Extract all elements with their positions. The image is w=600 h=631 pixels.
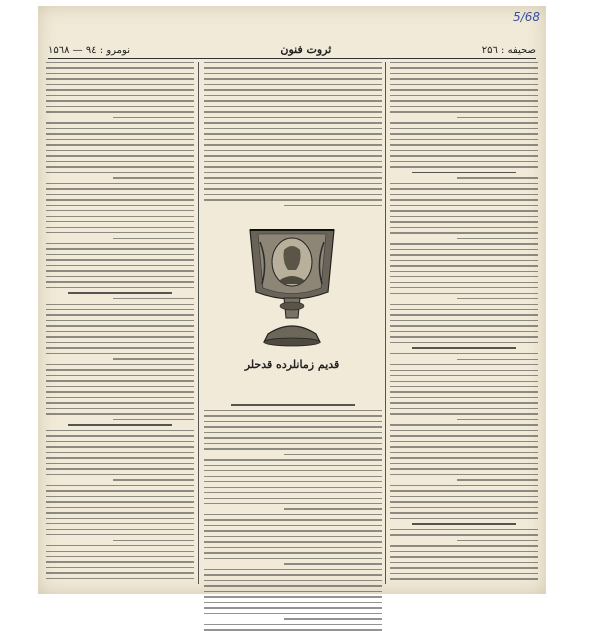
text-line bbox=[46, 391, 194, 392]
text-line bbox=[204, 150, 382, 151]
text-column-right bbox=[390, 62, 538, 586]
text-line bbox=[390, 342, 538, 343]
text-line bbox=[46, 413, 194, 414]
text-line bbox=[390, 249, 538, 250]
text-line bbox=[390, 254, 538, 255]
text-line bbox=[113, 358, 194, 359]
text-line bbox=[204, 177, 382, 178]
text-line bbox=[390, 353, 538, 354]
text-line bbox=[46, 463, 194, 464]
text-line bbox=[46, 572, 194, 573]
text-line bbox=[204, 133, 382, 134]
text-line bbox=[46, 259, 194, 260]
text-line bbox=[390, 457, 538, 458]
text-line bbox=[46, 386, 194, 387]
text-line bbox=[46, 556, 194, 557]
text-line bbox=[390, 111, 538, 112]
text-line bbox=[390, 95, 538, 96]
text-line bbox=[390, 128, 538, 129]
text-line bbox=[390, 424, 538, 425]
text-line bbox=[46, 227, 194, 228]
text-line bbox=[204, 487, 382, 488]
text-line bbox=[46, 474, 194, 475]
text-line bbox=[390, 364, 538, 365]
text-line bbox=[390, 551, 538, 552]
page-label: صحيفه : ۲۵٦ bbox=[481, 45, 536, 56]
text-line bbox=[390, 501, 538, 502]
text-line bbox=[390, 150, 538, 151]
text-line bbox=[204, 519, 382, 520]
text-line bbox=[390, 199, 538, 200]
text-line bbox=[284, 205, 382, 206]
text-line bbox=[390, 314, 538, 315]
text-line bbox=[204, 602, 382, 603]
text-line bbox=[390, 430, 538, 431]
text-line bbox=[204, 536, 382, 537]
text-line bbox=[284, 454, 382, 455]
text-line bbox=[46, 430, 194, 431]
text-line bbox=[46, 331, 194, 332]
text-line bbox=[204, 629, 382, 630]
text-line bbox=[204, 530, 382, 531]
text-line bbox=[457, 419, 538, 420]
text-line bbox=[231, 404, 356, 406]
text-line bbox=[390, 336, 538, 337]
text-line bbox=[390, 370, 538, 371]
text-line bbox=[390, 512, 538, 513]
text-line bbox=[390, 276, 538, 277]
text-line bbox=[68, 292, 172, 294]
text-line bbox=[390, 413, 538, 414]
text-line bbox=[390, 309, 538, 310]
text-line bbox=[46, 397, 194, 398]
text-line bbox=[204, 188, 382, 189]
text-line bbox=[390, 463, 538, 464]
text-line bbox=[390, 402, 538, 403]
text-line bbox=[390, 155, 538, 156]
text-line bbox=[46, 567, 194, 568]
text-line bbox=[390, 183, 538, 184]
text-line bbox=[46, 254, 194, 255]
text-line bbox=[204, 624, 382, 625]
text-line bbox=[46, 276, 194, 277]
text-line bbox=[204, 62, 382, 63]
text-line bbox=[390, 578, 538, 579]
text-line bbox=[390, 194, 538, 195]
text-line bbox=[46, 364, 194, 365]
text-line bbox=[390, 320, 538, 321]
page-header bbox=[48, 36, 536, 59]
text-line bbox=[113, 419, 194, 420]
text-line bbox=[390, 507, 538, 508]
text-line bbox=[204, 199, 382, 200]
text-line bbox=[46, 89, 194, 90]
text-line bbox=[390, 485, 538, 486]
text-line bbox=[46, 518, 194, 519]
text-line bbox=[46, 441, 194, 442]
text-line bbox=[46, 210, 194, 211]
text-line bbox=[46, 111, 194, 112]
text-line bbox=[390, 265, 538, 266]
text-line bbox=[390, 391, 538, 392]
text-line bbox=[390, 304, 538, 305]
text-line bbox=[412, 172, 516, 174]
text-line bbox=[46, 172, 194, 173]
text-line bbox=[46, 369, 194, 370]
text-line bbox=[204, 426, 382, 427]
text-line bbox=[46, 122, 194, 123]
text-line bbox=[390, 534, 538, 535]
text-line bbox=[390, 144, 538, 145]
text-line bbox=[46, 485, 194, 486]
text-line bbox=[46, 523, 194, 524]
text-line bbox=[390, 331, 538, 332]
text-line bbox=[46, 314, 194, 315]
text-line bbox=[390, 122, 538, 123]
text-line bbox=[412, 523, 516, 525]
text-line bbox=[46, 62, 194, 63]
text-line bbox=[46, 95, 194, 96]
text-line bbox=[204, 421, 382, 422]
text-line bbox=[204, 106, 382, 107]
text-line bbox=[46, 188, 194, 189]
text-line bbox=[390, 100, 538, 101]
text-line bbox=[390, 166, 538, 167]
text-line bbox=[457, 177, 538, 178]
text-line bbox=[204, 569, 382, 570]
text-line bbox=[46, 139, 194, 140]
text-line bbox=[204, 541, 382, 542]
text-line bbox=[390, 325, 538, 326]
text-line bbox=[46, 155, 194, 156]
page-sheet bbox=[38, 6, 546, 594]
text-line bbox=[204, 498, 382, 499]
text-line bbox=[204, 415, 382, 416]
text-line bbox=[46, 545, 194, 546]
text-line bbox=[204, 155, 382, 156]
text-line bbox=[390, 386, 538, 387]
text-line bbox=[46, 221, 194, 222]
text-line bbox=[46, 216, 194, 217]
text-line bbox=[204, 144, 382, 145]
text-line bbox=[390, 139, 538, 140]
text-line bbox=[46, 336, 194, 337]
text-column-left bbox=[46, 62, 194, 586]
text-line bbox=[204, 574, 382, 575]
text-line bbox=[46, 128, 194, 129]
text-line bbox=[46, 150, 194, 151]
text-line bbox=[390, 73, 538, 74]
text-line bbox=[46, 342, 194, 343]
text-line bbox=[46, 199, 194, 200]
text-line bbox=[390, 210, 538, 211]
text-line bbox=[390, 408, 538, 409]
text-line bbox=[46, 578, 194, 579]
text-line bbox=[390, 106, 538, 107]
text-line bbox=[46, 529, 194, 530]
text-line bbox=[457, 359, 538, 360]
text-line bbox=[46, 166, 194, 167]
text-line bbox=[46, 287, 194, 288]
text-line bbox=[390, 161, 538, 162]
text-line bbox=[390, 556, 538, 557]
text-line bbox=[46, 67, 194, 68]
text-line bbox=[204, 117, 382, 118]
text-line bbox=[46, 512, 194, 513]
text-line bbox=[46, 561, 194, 562]
text-line bbox=[390, 89, 538, 90]
text-line bbox=[390, 287, 538, 288]
text-line bbox=[46, 309, 194, 310]
text-line bbox=[457, 540, 538, 541]
text-line bbox=[204, 558, 382, 559]
text-line bbox=[284, 563, 382, 564]
text-line bbox=[204, 410, 382, 411]
text-line bbox=[390, 573, 538, 574]
text-line bbox=[113, 238, 194, 239]
text-line bbox=[204, 161, 382, 162]
figure-caption bbox=[208, 358, 376, 375]
text-line bbox=[204, 525, 382, 526]
text-line bbox=[204, 481, 382, 482]
text-line bbox=[204, 432, 382, 433]
text-line bbox=[412, 347, 516, 349]
text-line bbox=[390, 67, 538, 68]
text-line bbox=[390, 62, 538, 63]
text-line bbox=[390, 562, 538, 563]
text-line bbox=[390, 375, 538, 376]
text-line bbox=[46, 380, 194, 381]
text-line bbox=[457, 117, 538, 118]
text-line bbox=[204, 514, 382, 515]
text-line bbox=[390, 518, 538, 519]
text-line bbox=[204, 552, 382, 553]
text-line bbox=[204, 172, 382, 173]
journal-title: ثروت فنون bbox=[280, 43, 332, 56]
text-line bbox=[390, 293, 538, 294]
text-line bbox=[46, 435, 194, 436]
text-line bbox=[204, 194, 382, 195]
text-line bbox=[204, 465, 382, 466]
text-line bbox=[204, 89, 382, 90]
text-line bbox=[390, 243, 538, 244]
text-line bbox=[390, 78, 538, 79]
text-line bbox=[390, 282, 538, 283]
text-line bbox=[204, 443, 382, 444]
text-line bbox=[113, 177, 194, 178]
text-line bbox=[284, 508, 382, 509]
text-line bbox=[46, 320, 194, 321]
text-line bbox=[204, 437, 382, 438]
text-line bbox=[204, 503, 382, 504]
text-line bbox=[46, 106, 194, 107]
text-line bbox=[390, 133, 538, 134]
text-line bbox=[457, 238, 538, 239]
text-line bbox=[390, 490, 538, 491]
text-line bbox=[46, 281, 194, 282]
text-line bbox=[390, 435, 538, 436]
text-line bbox=[46, 248, 194, 249]
text-line bbox=[204, 139, 382, 140]
text-line bbox=[46, 78, 194, 79]
text-line bbox=[204, 591, 382, 592]
text-line bbox=[390, 216, 538, 217]
text-line bbox=[204, 67, 382, 68]
text-line bbox=[390, 397, 538, 398]
text-line bbox=[390, 446, 538, 447]
text-line bbox=[390, 84, 538, 85]
text-line bbox=[46, 304, 194, 305]
text-line bbox=[457, 479, 538, 480]
text-line bbox=[46, 507, 194, 508]
text-line bbox=[46, 100, 194, 101]
text-line bbox=[46, 490, 194, 491]
text-line bbox=[390, 567, 538, 568]
issue-label: نومرو : ۹٤ — ۱۵٦۸ bbox=[48, 45, 130, 56]
text-line bbox=[46, 232, 194, 233]
text-line bbox=[46, 133, 194, 134]
text-line bbox=[204, 459, 382, 460]
text-line bbox=[390, 474, 538, 475]
text-line bbox=[390, 188, 538, 189]
text-line bbox=[46, 270, 194, 271]
text-line bbox=[46, 325, 194, 326]
text-line bbox=[46, 183, 194, 184]
text-line bbox=[204, 470, 382, 471]
text-line bbox=[204, 122, 382, 123]
text-line bbox=[46, 501, 194, 502]
text-line bbox=[204, 183, 382, 184]
text-line bbox=[46, 205, 194, 206]
text-line bbox=[46, 446, 194, 447]
text-line bbox=[204, 585, 382, 586]
text-line bbox=[46, 243, 194, 244]
text-line bbox=[46, 73, 194, 74]
text-line bbox=[204, 596, 382, 597]
text-line bbox=[204, 580, 382, 581]
text-line bbox=[46, 161, 194, 162]
text-line bbox=[204, 84, 382, 85]
caption-title: قديم زمانلرده قدحلر bbox=[244, 358, 340, 371]
column-divider-right bbox=[385, 62, 386, 584]
text-line bbox=[204, 128, 382, 129]
text-line bbox=[204, 607, 382, 608]
text-line bbox=[390, 381, 538, 382]
text-line bbox=[390, 232, 538, 233]
text-line bbox=[46, 265, 194, 266]
text-line bbox=[204, 73, 382, 74]
text-line bbox=[46, 457, 194, 458]
text-line bbox=[204, 166, 382, 167]
text-line bbox=[113, 298, 194, 299]
text-line bbox=[46, 551, 194, 552]
text-line bbox=[46, 84, 194, 85]
text-line bbox=[390, 260, 538, 261]
text-line bbox=[390, 529, 538, 530]
text-line bbox=[390, 271, 538, 272]
text-line bbox=[204, 95, 382, 96]
text-line bbox=[284, 618, 382, 619]
text-line bbox=[390, 441, 538, 442]
text-line bbox=[390, 496, 538, 497]
text-line bbox=[390, 452, 538, 453]
text-line bbox=[46, 375, 194, 376]
goblet-illustration bbox=[208, 222, 376, 354]
text-line bbox=[204, 448, 382, 449]
text-line bbox=[390, 227, 538, 228]
text-line bbox=[204, 613, 382, 614]
text-line bbox=[204, 100, 382, 101]
text-line bbox=[390, 205, 538, 206]
text-line bbox=[204, 111, 382, 112]
text-line bbox=[46, 408, 194, 409]
text-line bbox=[204, 78, 382, 79]
text-line bbox=[46, 194, 194, 195]
text-line bbox=[390, 545, 538, 546]
text-line bbox=[204, 547, 382, 548]
text-line bbox=[46, 402, 194, 403]
text-line bbox=[68, 424, 172, 426]
text-line bbox=[204, 492, 382, 493]
text-line bbox=[46, 496, 194, 497]
text-line bbox=[113, 540, 194, 541]
column-divider-left bbox=[198, 62, 199, 584]
text-line bbox=[390, 221, 538, 222]
text-line bbox=[113, 117, 194, 118]
text-line bbox=[46, 347, 194, 348]
text-line bbox=[46, 452, 194, 453]
text-line bbox=[390, 468, 538, 469]
text-line bbox=[46, 468, 194, 469]
text-line bbox=[204, 476, 382, 477]
text-line bbox=[46, 144, 194, 145]
handwritten-annotation: 5/68 bbox=[513, 10, 540, 24]
text-line bbox=[46, 353, 194, 354]
text-line bbox=[46, 534, 194, 535]
text-line bbox=[113, 479, 194, 480]
text-line bbox=[457, 298, 538, 299]
